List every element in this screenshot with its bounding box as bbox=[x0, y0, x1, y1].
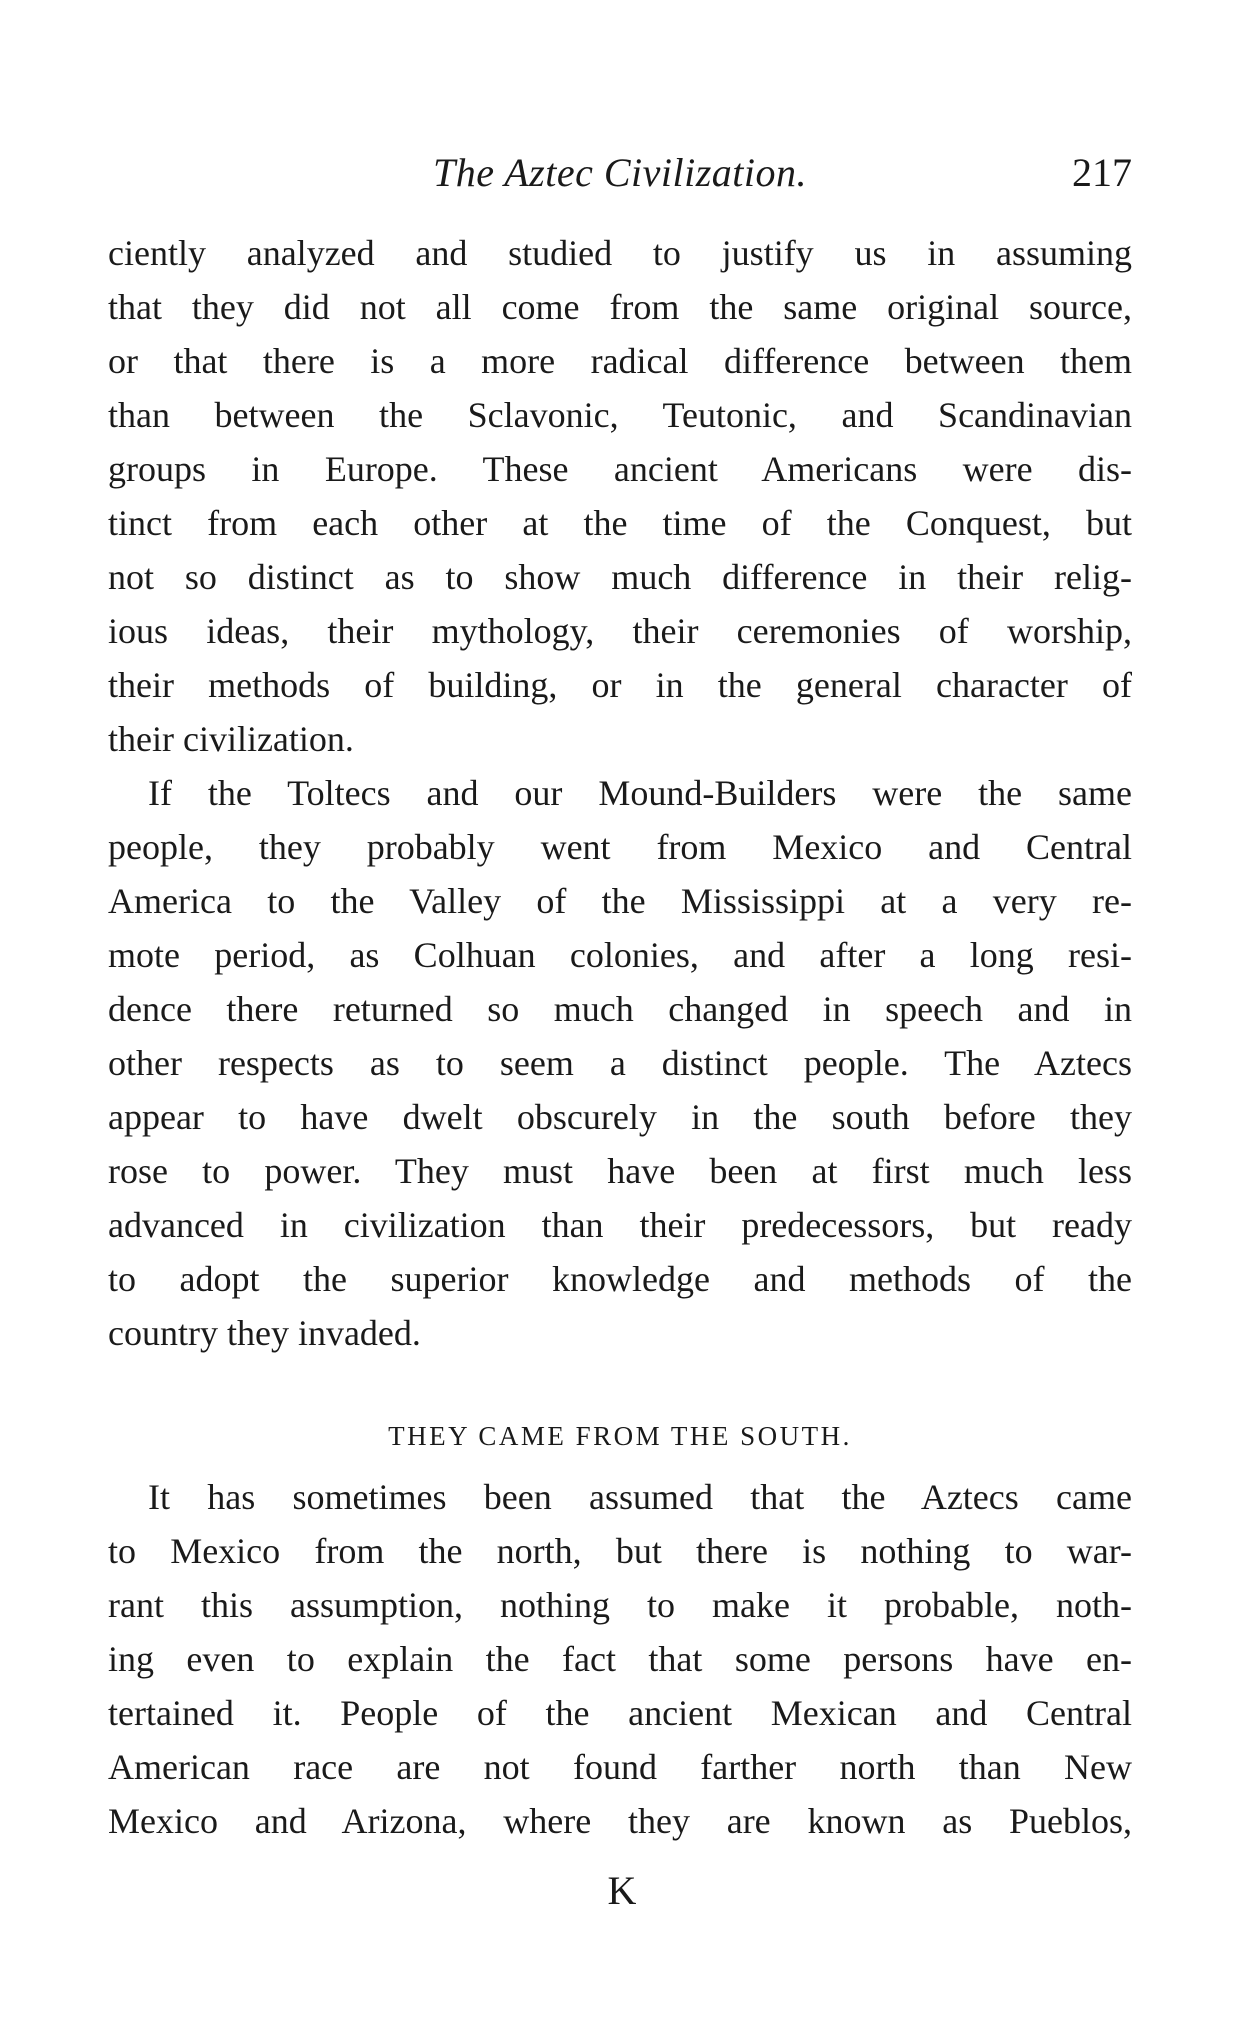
text-line: tertained it. People of the ancient Mexican and Central bbox=[108, 1693, 1132, 1733]
text-line: dence there returned so much changed in speech and in bbox=[108, 989, 1132, 1029]
text-line: or that there is a more radical difference between them bbox=[108, 341, 1132, 381]
text-line: America to the Valley of the Mississippi at a very re- bbox=[108, 881, 1132, 921]
page-number: 217 bbox=[1072, 150, 1132, 195]
text-line: American race are not found farther north than New bbox=[108, 1747, 1132, 1787]
text-line: It has sometimes been assumed that the Aztecs came bbox=[148, 1477, 1132, 1517]
text-line: mote period, as Colhuan colonies, and after a long resi- bbox=[108, 935, 1132, 975]
paragraph-2 bbox=[108, 766, 1132, 1360]
paragraph-1 bbox=[108, 226, 1132, 766]
signature-mark: K bbox=[607, 1868, 637, 1913]
running-title: The Aztec Civilization. bbox=[432, 150, 808, 195]
text-line: ciently analyzed and studied to justify us in assuming bbox=[108, 233, 1132, 273]
text-line: ing even to explain the fact that some persons have en- bbox=[108, 1639, 1132, 1679]
text-line: rant this assumption, nothing to make it probable, noth- bbox=[108, 1585, 1132, 1625]
text-line: appear to have dwelt obscurely in the south before they bbox=[108, 1097, 1132, 1137]
text-line: country they invaded. bbox=[108, 1313, 421, 1353]
text-line: their civilization. bbox=[108, 719, 354, 759]
body-text bbox=[108, 226, 1132, 1848]
text-line: groups in Europe. These ancient Americans were dis- bbox=[108, 449, 1132, 489]
text-line: to adopt the superior knowledge and methods of the bbox=[108, 1259, 1132, 1299]
text-line: tinct from each other at the time of the Conquest, but bbox=[108, 503, 1132, 543]
text-line: that they did not all come from the same original source, bbox=[108, 287, 1132, 327]
text-line: advanced in civilization than their predecessors, but ready bbox=[108, 1205, 1132, 1245]
text-line: people, they probably went from Mexico and Central bbox=[108, 827, 1132, 867]
text-line: Mexico and Arizona, where they are known as Pueblos, bbox=[108, 1801, 1132, 1841]
paragraph-3 bbox=[108, 1470, 1132, 1848]
text-line: than between the Sclavonic, Teutonic, and Scandinavian bbox=[108, 395, 1132, 435]
text-line: ious ideas, their mythology, their ceremonies of worship, bbox=[108, 611, 1132, 651]
text-line: to Mexico from the north, but there is nothing to war- bbox=[108, 1531, 1132, 1571]
text-line: their methods of building, or in the general character of bbox=[108, 665, 1132, 705]
text-line: other respects as to seem a distinct people. The Aztecs bbox=[108, 1043, 1132, 1083]
text-line: not so distinct as to show much difference in their relig- bbox=[108, 557, 1132, 597]
section-heading: THEY CAME FROM THE SOUTH. bbox=[388, 1421, 852, 1451]
running-head bbox=[108, 148, 1132, 198]
text-line: If the Toltecs and our Mound-Builders were the same bbox=[148, 773, 1132, 813]
text-line: rose to power. They must have been at first much less bbox=[108, 1151, 1132, 1191]
